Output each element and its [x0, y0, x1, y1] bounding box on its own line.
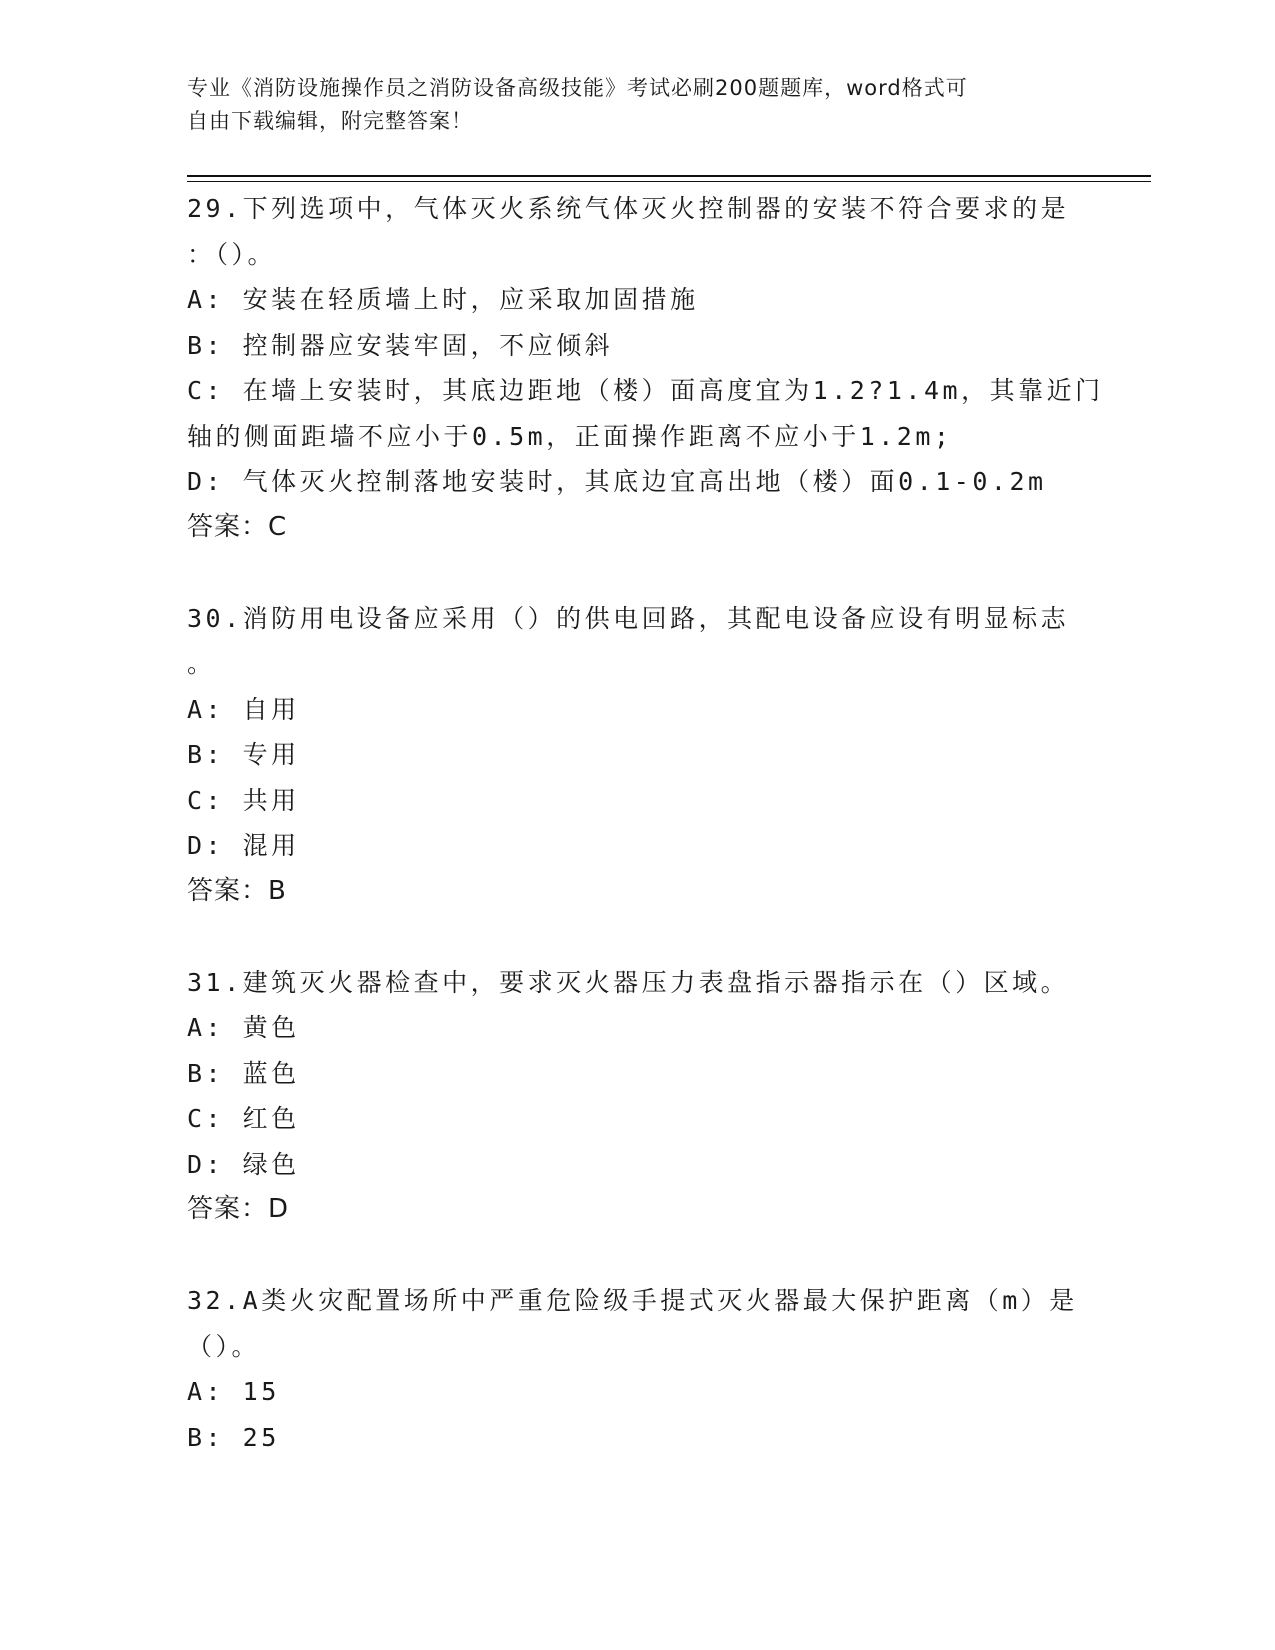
question-31	[187, 960, 1087, 1233]
header-divider-thin	[187, 181, 1151, 182]
question-32	[187, 1278, 1087, 1460]
spacer	[187, 1233, 1087, 1279]
option-a: A: 自用	[187, 694, 300, 724]
option-c: C: 红色	[187, 1104, 300, 1133]
header-line-2: 自由下载编辑，附完整答案！	[187, 109, 473, 133]
header-line-1: 专业《消防设施操作员之消防设备高级技能》考试必刷200题题库，word格式可	[187, 76, 968, 100]
option-b: B: 专用	[187, 740, 300, 769]
question-stem: 30.消防用电设备应采用（）的供电回路，其配电设备应设有明显标志	[187, 603, 1070, 633]
question-29	[187, 186, 1104, 550]
option-d: D: 混用	[187, 831, 300, 860]
option-a: A: 15	[187, 1377, 280, 1406]
question-stem: 31.建筑灭火器检查中，要求灭火器压力表盘指示器指示在（）区域。	[187, 967, 1070, 997]
question-stem-continued: ：（）。	[187, 239, 277, 269]
question-stem: 29.下列选项中，气体灭火系统气体灭火控制器的安装不符合要求的是	[187, 194, 1070, 223]
spacer	[187, 550, 1087, 596]
option-a: A: 安装在轻质墙上时，应采取加固措施	[187, 285, 699, 314]
answer-label: 答案：B	[187, 875, 287, 906]
answer-label: 答案：D	[187, 1194, 290, 1224]
option-d: D: 绿色	[187, 1149, 300, 1179]
question-stem-continued: 。	[187, 649, 216, 678]
option-d: D: 气体灭火控制落地安装时，其底边宜高出地（楼）面0.1-0.2m	[187, 467, 1047, 496]
option-c: C: 在墙上安装时，其底边距地（楼）面高度宜为1.2?1.4m，其靠近门	[187, 376, 1104, 405]
question-stem-continued: （）。	[187, 1331, 261, 1361]
option-a: A: 黄色	[187, 1013, 300, 1042]
option-c: C: 共用	[187, 785, 300, 815]
question-stem: 32.A类火灾配置场所中严重危险级手提式灭火器最大保护距离（m）是	[187, 1286, 1078, 1315]
question-30	[187, 596, 1087, 915]
question-list	[187, 186, 1104, 1460]
document-header	[187, 72, 1067, 138]
header-divider-thick	[187, 175, 1151, 177]
option-b: B: 25	[187, 1422, 280, 1452]
option-b: B: 控制器应安装牢固，不应倾斜	[187, 330, 614, 360]
answer-label: 答案：C	[187, 511, 288, 542]
spacer	[187, 914, 1087, 960]
option-b: B: 蓝色	[187, 1058, 300, 1088]
option-c-continued: 轴的侧面距墙不应小于0.5m，正面操作距离不应小于1.2m;	[187, 421, 953, 451]
